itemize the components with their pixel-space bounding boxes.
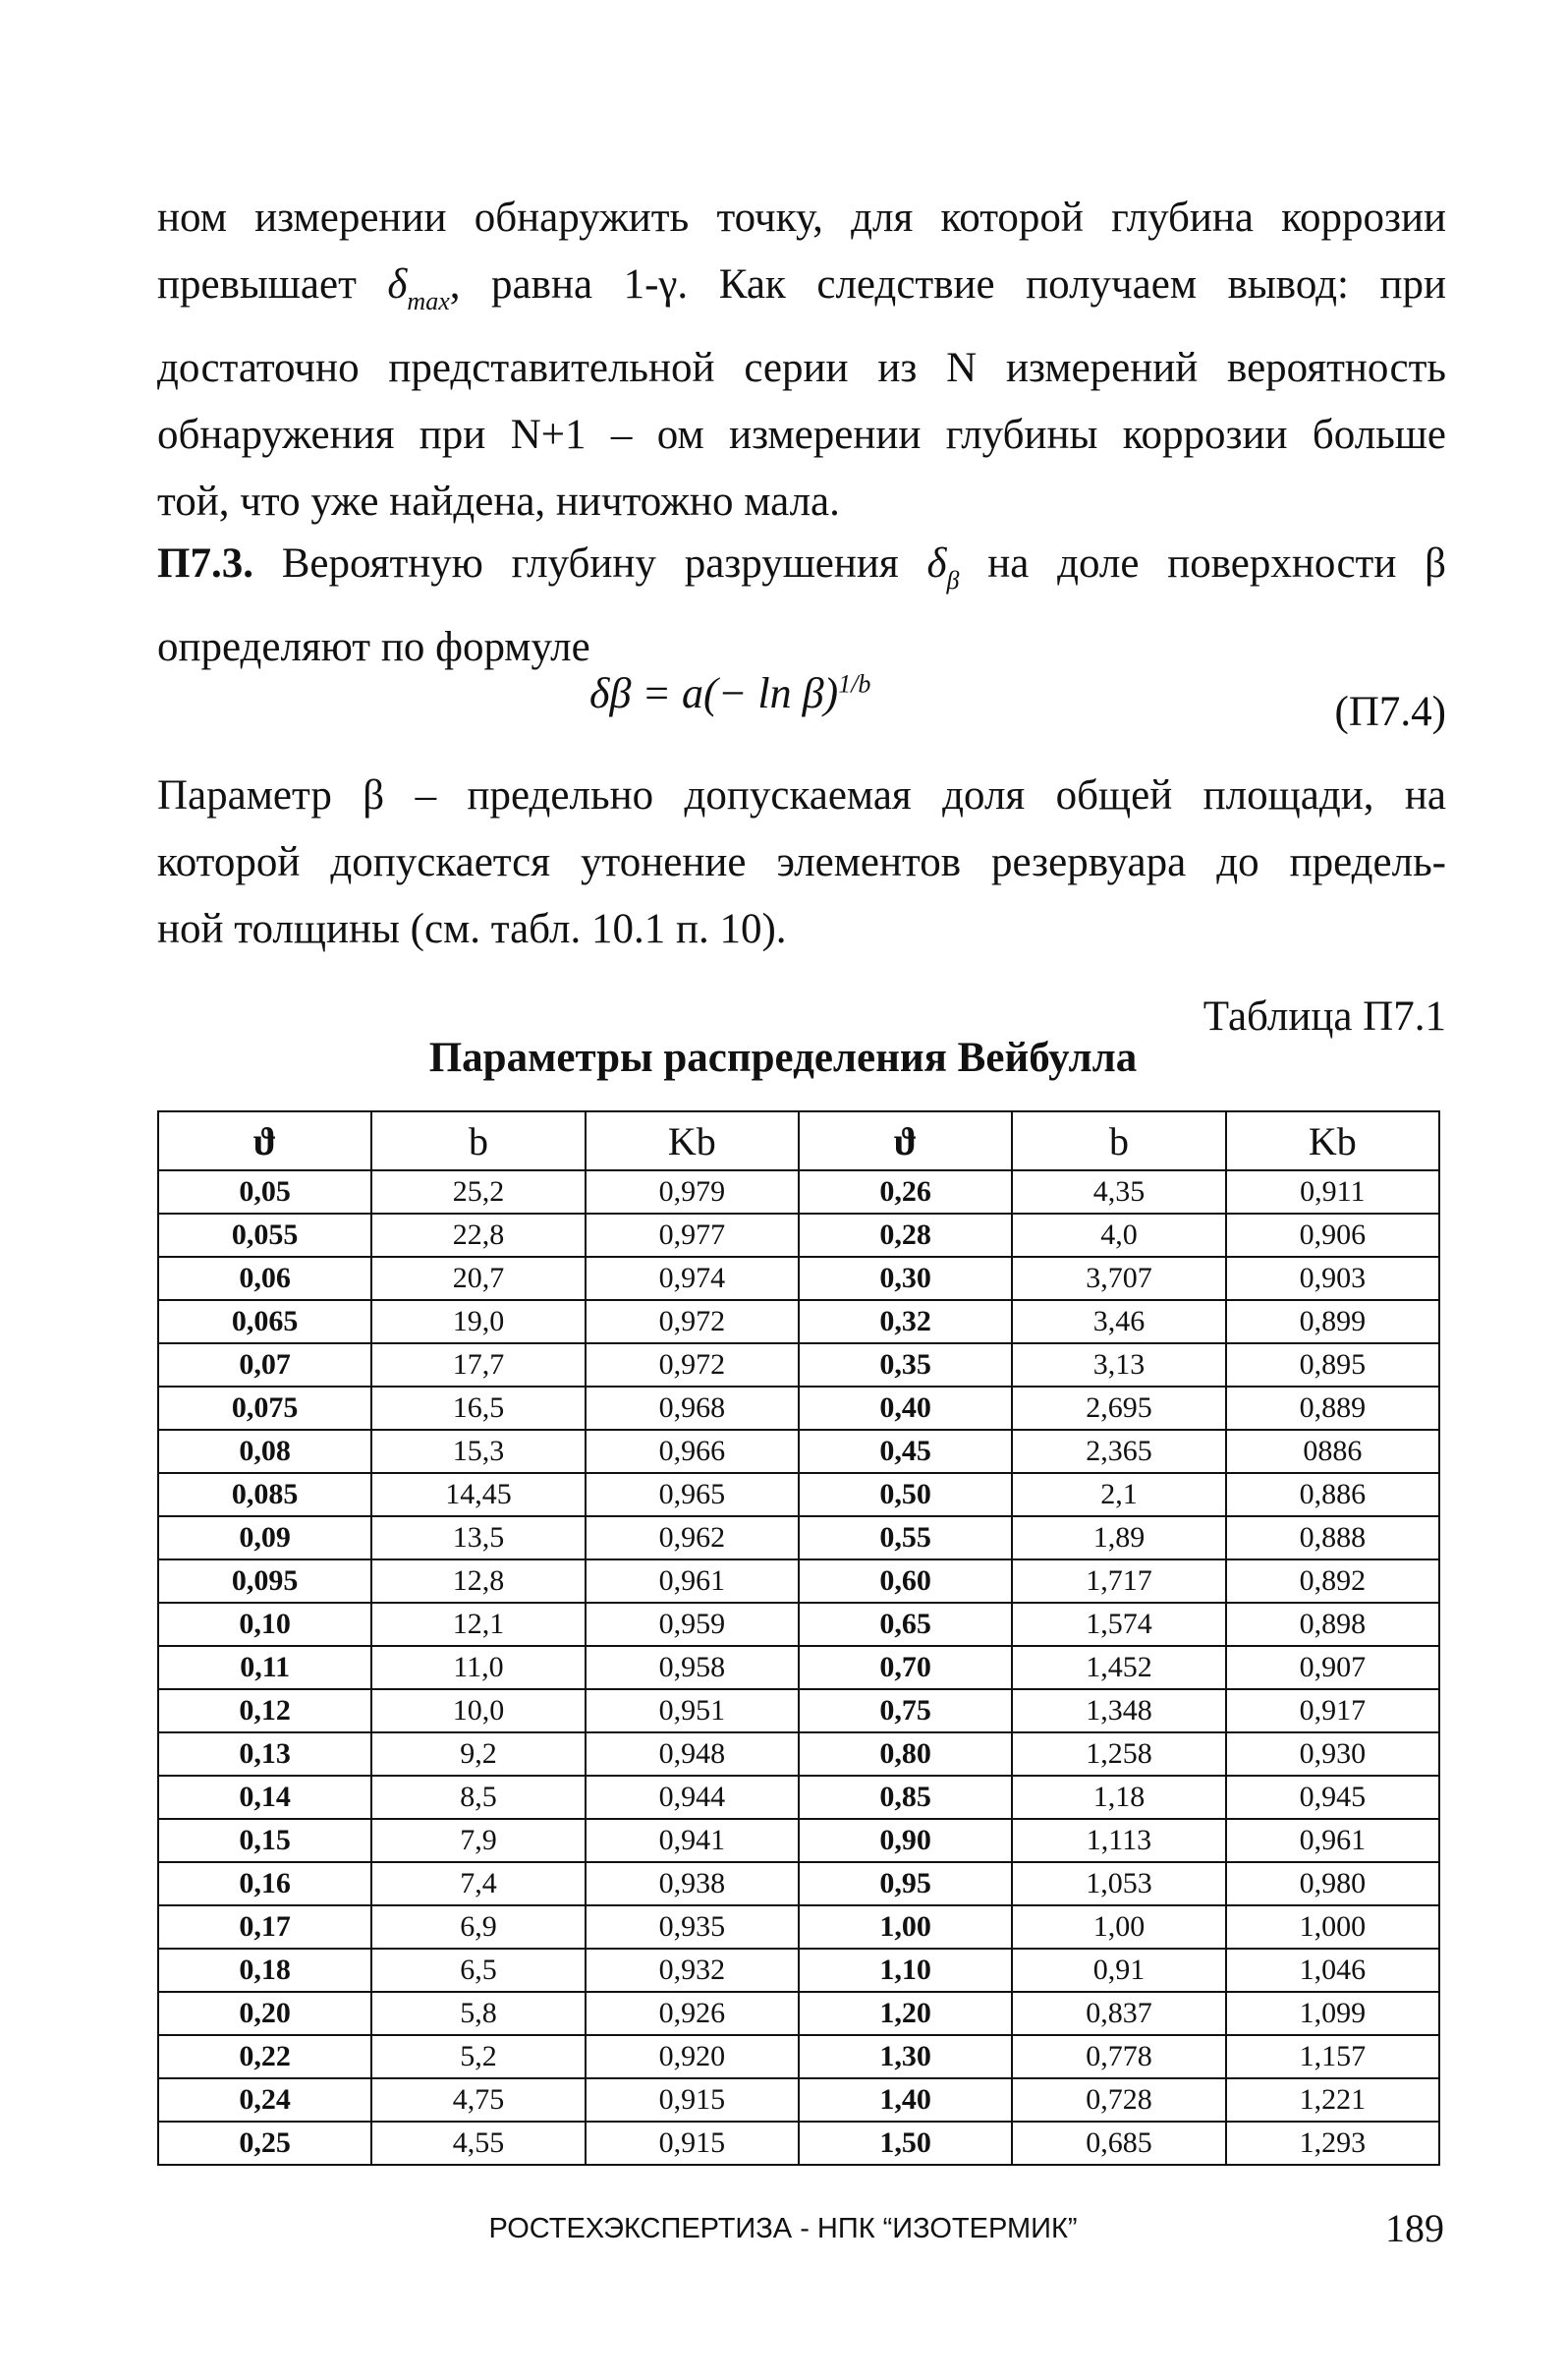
- table-row: [158, 1732, 1439, 1776]
- table-cell: 2,1: [1012, 1473, 1225, 1516]
- section-label: П7.3.: [157, 540, 253, 587]
- table-cell: 0,90: [799, 1819, 1012, 1862]
- table-cell: 0,941: [586, 1819, 799, 1862]
- table-cell: 0,065: [158, 1300, 371, 1343]
- table-cell: 12,8: [371, 1559, 585, 1603]
- table-cell: 0,06: [158, 1257, 371, 1300]
- table-row: [158, 1949, 1439, 1992]
- table-cell: 0,932: [586, 1949, 799, 1992]
- table-row: [158, 2035, 1439, 2078]
- table-cell: 0,961: [1226, 1819, 1439, 1862]
- table-cell: 22,8: [371, 1214, 585, 1257]
- table-cell: 0,972: [586, 1300, 799, 1343]
- table-row: [158, 1603, 1439, 1646]
- paragraph-1-line-2: превышает $\delta_{max}$, равна 1-γ. Как следствие получаем вывод: при: [157, 261, 1446, 315]
- table-cell: 0,979: [586, 1170, 799, 1214]
- table-row: [158, 1776, 1439, 1819]
- formula-exponent: 1/b: [838, 669, 871, 699]
- paragraph-1-line-5: той, что уже найдена, ничтожно мала.: [157, 479, 840, 525]
- table-cell: 0,938: [586, 1862, 799, 1905]
- table-cell: 0,959: [586, 1603, 799, 1646]
- table-cell: 0,26: [799, 1170, 1012, 1214]
- table-cell: 0,915: [586, 2122, 799, 2165]
- table-cell: 1,18: [1012, 1776, 1225, 1819]
- header-kb-2: Kb: [1226, 1111, 1439, 1170]
- table-cell: 2,695: [1012, 1387, 1225, 1430]
- paragraph-3-line-3: ной толщины (см. табл. 10.1 п. 10).: [157, 906, 787, 952]
- table-row: [158, 2078, 1439, 2122]
- table-cell: 0,961: [586, 1559, 799, 1603]
- table-cell: 15,3: [371, 1430, 585, 1473]
- table-cell: 25,2: [371, 1170, 585, 1214]
- delta-subscript: max: [407, 287, 450, 315]
- table-cell: 0,08: [158, 1430, 371, 1473]
- table-row: [158, 1300, 1439, 1343]
- table-row: [158, 1819, 1439, 1862]
- table-cell: 0,28: [799, 1214, 1012, 1257]
- table-cell: 0,65: [799, 1603, 1012, 1646]
- table-row: [158, 1170, 1439, 1214]
- table-cell: 0,945: [1226, 1776, 1439, 1819]
- table-cell: 0,32: [799, 1300, 1012, 1343]
- table-cell: 1,046: [1226, 1949, 1439, 1992]
- table-cell: 0,958: [586, 1646, 799, 1689]
- footer-publisher: РОСТЕХЭКСПЕРТИЗА - НПК “ИЗОТЕРМИК”: [488, 2213, 1078, 2244]
- table-cell: 0,898: [1226, 1603, 1439, 1646]
- table-header-row: [158, 1111, 1439, 1170]
- table-cell: 0,055: [158, 1214, 371, 1257]
- table-cell: 0,20: [158, 1992, 371, 2035]
- table-cell: 0,16: [158, 1862, 371, 1905]
- table-cell: 0,911: [1226, 1170, 1439, 1214]
- table-cell: 0,075: [158, 1387, 371, 1430]
- header-b-1: b: [371, 1111, 585, 1170]
- table-row: [158, 1473, 1439, 1516]
- table-cell: 4,75: [371, 2078, 585, 2122]
- table-cell: 14,45: [371, 1473, 585, 1516]
- table-cell: 1,053: [1012, 1862, 1225, 1905]
- table-row: [158, 1559, 1439, 1603]
- table-cell: 1,50: [799, 2122, 1012, 2165]
- table-row: [158, 1516, 1439, 1559]
- table-cell: 0,892: [1226, 1559, 1439, 1603]
- paragraph-1: [157, 185, 1446, 536]
- table-cell: 1,293: [1226, 2122, 1439, 2165]
- table-cell: 10,0: [371, 1689, 585, 1732]
- table-cell: 0,70: [799, 1646, 1012, 1689]
- table-cell: 0,935: [586, 1905, 799, 1949]
- table-row: [158, 1343, 1439, 1387]
- formula-expression: δβ = a(− ln β): [589, 669, 839, 717]
- formula-number: (П7.4): [1334, 689, 1446, 735]
- paragraph-2: [157, 531, 1446, 681]
- table-title: Параметры распределения Вейбулла: [428, 1035, 1138, 1081]
- header-kb-1: Kb: [586, 1111, 799, 1170]
- table-cell: 0,05: [158, 1170, 371, 1214]
- table-cell: 0,907: [1226, 1646, 1439, 1689]
- page-number: 189: [1385, 2206, 1444, 2250]
- header-theta-1: ϑ: [158, 1111, 371, 1170]
- table-cell: 0,965: [586, 1473, 799, 1516]
- table-cell: 0,07: [158, 1343, 371, 1387]
- table-cell: 0,18: [158, 1949, 371, 1992]
- table-row: [158, 1257, 1439, 1300]
- paragraph-3-line-2: которой допускается утонение элементов резервуара до предель-: [157, 839, 1446, 885]
- table-cell: 1,10: [799, 1949, 1012, 1992]
- table-cell: 17,7: [371, 1343, 585, 1387]
- paragraph-3-line-1: Параметр β – предельно допускаемая доля общей площади, на: [157, 772, 1446, 819]
- table-cell: 0,75: [799, 1689, 1012, 1732]
- table-cell: 13,5: [371, 1516, 585, 1559]
- table-cell: 0,972: [586, 1343, 799, 1387]
- table-cell: 0,926: [586, 1992, 799, 2035]
- table-cell: 0,25: [158, 2122, 371, 2165]
- paragraph-2-line-1: П7.3. Вероятную глубину разрушения $\delta_\beta$ на доле поверхности β: [157, 540, 1447, 595]
- table-cell: 0,977: [586, 1214, 799, 1257]
- table-cell: 1,89: [1012, 1516, 1225, 1559]
- table-cell: 0,45: [799, 1430, 1012, 1473]
- table-cell: 0886: [1226, 1430, 1439, 1473]
- table-cell: 0,30: [799, 1257, 1012, 1300]
- table-cell: 1,157: [1226, 2035, 1439, 2078]
- table-cell: 3,707: [1012, 1257, 1225, 1300]
- table-cell: 1,20: [799, 1992, 1012, 2035]
- table-row: [158, 1992, 1439, 2035]
- table-cell: 3,13: [1012, 1343, 1225, 1387]
- table-cell: 1,258: [1012, 1732, 1225, 1776]
- table-cell: 6,5: [371, 1949, 585, 1992]
- table-cell: 0,91: [1012, 1949, 1225, 1992]
- table-cell: 4,55: [371, 2122, 585, 2165]
- table-cell: 0,24: [158, 2078, 371, 2122]
- table-cell: 0,10: [158, 1603, 371, 1646]
- table-cell: 4,0: [1012, 1214, 1225, 1257]
- paragraph-1-line-4: обнаружения при N+1 – ом измерении глубины коррозии больше: [157, 412, 1446, 458]
- paragraph-1-line-1: ном измерении обнаружить точку, для которой глубина коррозии: [157, 195, 1446, 241]
- table-cell: 0,930: [1226, 1732, 1439, 1776]
- table-row: [158, 2122, 1439, 2165]
- table-cell: 1,40: [799, 2078, 1012, 2122]
- table-cell: 19,0: [371, 1300, 585, 1343]
- table-cell: 0,11: [158, 1646, 371, 1689]
- table-cell: 0,944: [586, 1776, 799, 1819]
- table-cell: 0,966: [586, 1430, 799, 1473]
- table-cell: 0,974: [586, 1257, 799, 1300]
- table-cell: 0,728: [1012, 2078, 1225, 2122]
- table-cell: 5,8: [371, 1992, 585, 2035]
- table-cell: 0,085: [158, 1473, 371, 1516]
- table-cell: 7,9: [371, 1819, 585, 1862]
- table-cell: 0,951: [586, 1689, 799, 1732]
- table-cell: 1,30: [799, 2035, 1012, 2078]
- header-b-2: b: [1012, 1111, 1225, 1170]
- table-cell: 0,889: [1226, 1387, 1439, 1430]
- table-row: [158, 1387, 1439, 1430]
- table-cell: 1,717: [1012, 1559, 1225, 1603]
- table-cell: 11,0: [371, 1646, 585, 1689]
- table-cell: 1,574: [1012, 1603, 1225, 1646]
- table-cell: 0,837: [1012, 1992, 1225, 2035]
- table-cell: 0,35: [799, 1343, 1012, 1387]
- table-cell: 0,778: [1012, 2035, 1225, 2078]
- table-row: [158, 1862, 1439, 1905]
- table-row: [158, 1905, 1439, 1949]
- table-cell: 0,917: [1226, 1689, 1439, 1732]
- paragraph-2-line-2: определяют по формуле: [157, 624, 590, 670]
- delta-symbol: δ: [387, 261, 408, 308]
- table-cell: 0,899: [1226, 1300, 1439, 1343]
- table-cell: 0,95: [799, 1862, 1012, 1905]
- table-cell: 0,12: [158, 1689, 371, 1732]
- table-caption: Таблица П7.1: [1202, 993, 1446, 1040]
- table-row: [158, 1689, 1439, 1732]
- weibull-parameters-table: [157, 1110, 1440, 2166]
- table-cell: 5,2: [371, 2035, 585, 2078]
- table-cell: 1,113: [1012, 1819, 1225, 1862]
- table-cell: 0,962: [586, 1516, 799, 1559]
- table-body: [158, 1170, 1439, 2165]
- table-cell: 1,348: [1012, 1689, 1225, 1732]
- table-cell: 0,15: [158, 1819, 371, 1862]
- table-cell: 0,095: [158, 1559, 371, 1603]
- table-cell: 6,9: [371, 1905, 585, 1949]
- table-cell: 0,920: [586, 2035, 799, 2078]
- table-cell: 0,980: [1226, 1862, 1439, 1905]
- table-cell: 0,13: [158, 1732, 371, 1776]
- table-cell: 1,452: [1012, 1646, 1225, 1689]
- table-cell: 0,14: [158, 1776, 371, 1819]
- table-cell: 1,000: [1226, 1905, 1439, 1949]
- table-cell: 8,5: [371, 1776, 585, 1819]
- table-cell: 0,685: [1012, 2122, 1225, 2165]
- table-cell: 4,35: [1012, 1170, 1225, 1214]
- table-cell: 0,60: [799, 1559, 1012, 1603]
- table-cell: 3,46: [1012, 1300, 1225, 1343]
- paragraph-1-line-3: достаточно представительной серии из N измерений вероятность: [157, 345, 1446, 391]
- table-cell: 0,55: [799, 1516, 1012, 1559]
- header-theta-2: ϑ: [799, 1111, 1012, 1170]
- table-cell: 1,00: [799, 1905, 1012, 1949]
- table-cell: 0,895: [1226, 1343, 1439, 1387]
- table-cell: 2,365: [1012, 1430, 1225, 1473]
- table-cell: 0,09: [158, 1516, 371, 1559]
- table-cell: 1,221: [1226, 2078, 1439, 2122]
- table-cell: 0,915: [586, 2078, 799, 2122]
- table-cell: 0,85: [799, 1776, 1012, 1819]
- table-cell: 1,00: [1012, 1905, 1225, 1949]
- table-cell: 7,4: [371, 1862, 585, 1905]
- formula-p7-4: [589, 668, 870, 747]
- table-cell: 0,888: [1226, 1516, 1439, 1559]
- table-cell: 1,099: [1226, 1992, 1439, 2035]
- table-cell: 12,1: [371, 1603, 585, 1646]
- table-cell: 0,17: [158, 1905, 371, 1949]
- table-row: [158, 1214, 1439, 1257]
- table-cell: 9,2: [371, 1732, 585, 1776]
- table-cell: 0,22: [158, 2035, 371, 2078]
- table-cell: 0,968: [586, 1387, 799, 1430]
- table-row: [158, 1646, 1439, 1689]
- table-cell: 16,5: [371, 1387, 585, 1430]
- table-cell: 0,903: [1226, 1257, 1439, 1300]
- table-cell: 0,50: [799, 1473, 1012, 1516]
- table-cell: 0,40: [799, 1387, 1012, 1430]
- paragraph-3: [157, 763, 1446, 963]
- table-cell: 0,906: [1226, 1214, 1439, 1257]
- table-cell: 20,7: [371, 1257, 585, 1300]
- table-cell: 0,80: [799, 1732, 1012, 1776]
- table-cell: 0,948: [586, 1732, 799, 1776]
- table-cell: 0,886: [1226, 1473, 1439, 1516]
- table-row: [158, 1430, 1439, 1473]
